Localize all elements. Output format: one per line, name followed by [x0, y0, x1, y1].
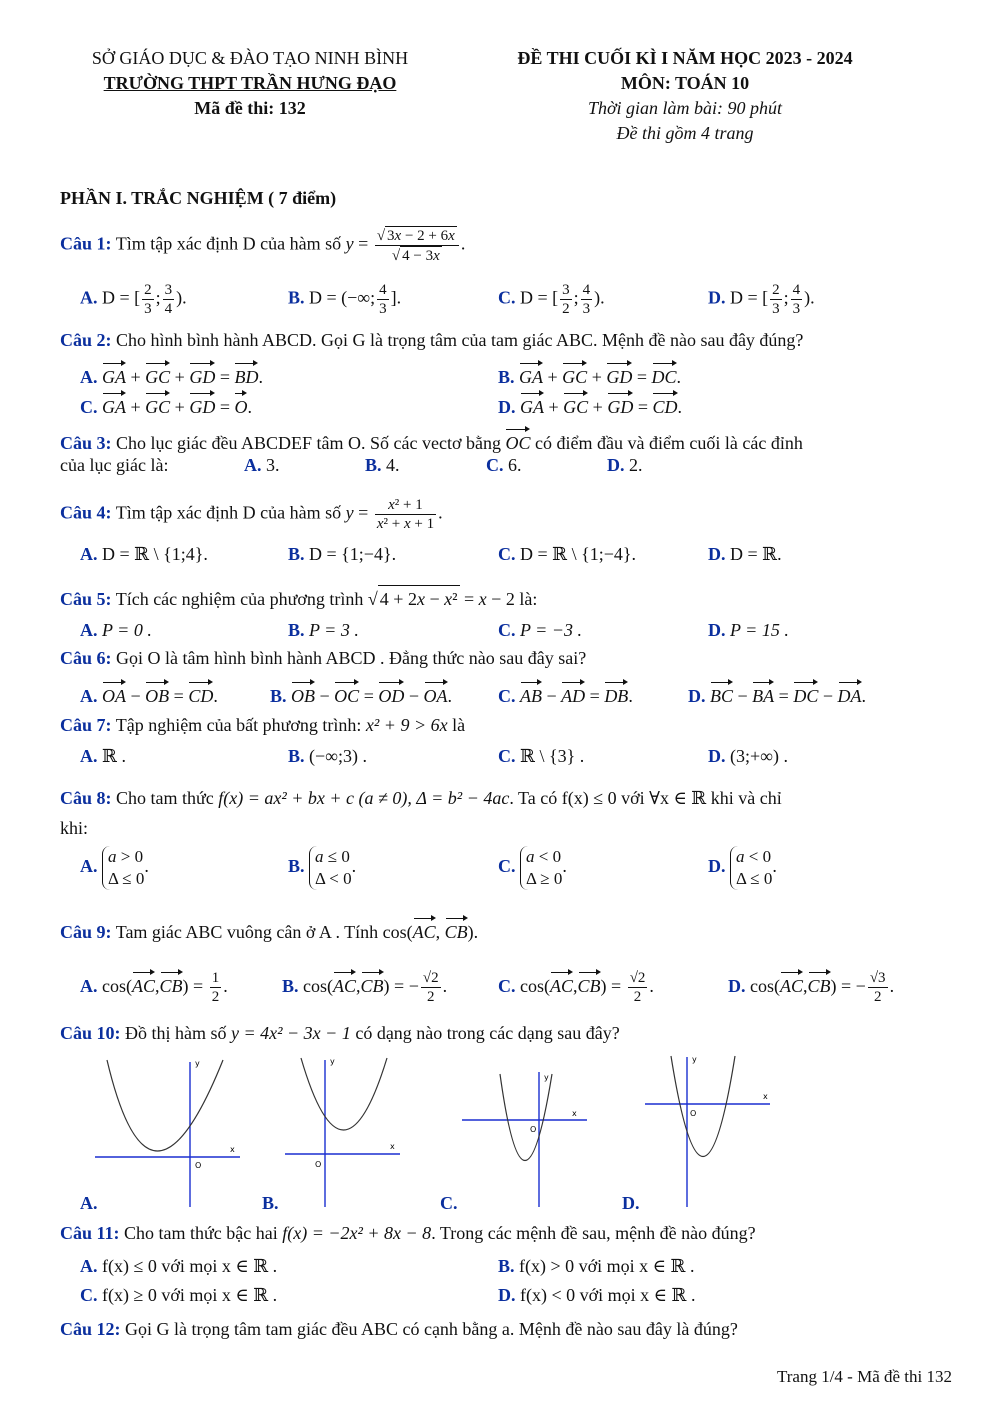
q7-option-c[interactable]: C. ℝ \ {3} . — [498, 746, 585, 766]
q2-option-b[interactable]: B. GA + GC + GD = DC. — [498, 360, 681, 390]
q11-option-b[interactable]: B. f(x) > 0 với mọi x ∈ ℝ . — [498, 1256, 695, 1276]
q10-graph-a[interactable] — [95, 1052, 245, 1212]
q3-option-d[interactable]: D. 2. — [607, 455, 643, 475]
page-count: Đề thi gồm 4 trang — [616, 123, 754, 143]
q2-option-a[interactable]: A. GA + GC + GD = BD. — [80, 360, 263, 390]
q7-option-a[interactable]: A. ℝ . — [80, 746, 126, 766]
question-label: Câu 1: — [60, 233, 112, 254]
question-text: Tìm tập xác định D của hàm số — [115, 233, 342, 254]
q11-option-c[interactable]: C. f(x) ≥ 0 với mọi x ∈ ℝ . — [80, 1285, 278, 1305]
department: SỞ GIÁO DỤC & ĐÀO TẠO NINH BÌNH — [91, 48, 409, 68]
question-2: Câu 2: Cho hình bình hành ABCD. Gọi G là trọng tâm của tam giác ABC. Mệnh đề nào sau đây đúng? — [60, 330, 804, 350]
q1-option-b[interactable]: B. D = (−∞; $\frac{4}{3}$ ]. — [288, 282, 402, 317]
q6-option-b[interactable]: B. OB − OC = OD − OA. — [270, 679, 452, 709]
question-10: Câu 10: Đồ thị hàm số y = 4x² − 3x − 1 có dạng nào trong các dạng sau đây? — [60, 1023, 620, 1043]
question-11: Câu 11: Cho tam thức bậc hai f(x) = −2x² + 8x − 8. Trong các mệnh đề sau, mệnh đề nào đúng? — [60, 1223, 756, 1243]
q8-option-b[interactable]: B. a ≤ 0 Δ < 0. — [288, 847, 357, 888]
q9-option-a[interactable]: A. cos(AC,CB) = $\frac{1}{2}$ . — [80, 970, 228, 1006]
q10-graph-b[interactable] — [285, 1052, 405, 1212]
subject: MÔN: TOÁN 10 — [620, 73, 750, 93]
parabola — [500, 1074, 552, 1161]
parabola — [301, 1058, 387, 1130]
school-name: TRƯỜNG THPT TRẦN HƯNG ĐẠO — [103, 73, 397, 93]
q6-option-d[interactable]: D. BC − BA = DC − DA. — [688, 679, 866, 709]
q1-option-d[interactable]: D. D = [ $\frac{2}{3}$ ; $\frac{4}{3}$ ). — [708, 282, 815, 317]
parabola — [671, 1056, 735, 1157]
q2-option-c[interactable]: C. GA + GC + GD = O. — [80, 390, 252, 420]
q5-option-c[interactable]: C. P = −3 . — [498, 620, 582, 640]
q11-option-a[interactable]: A. f(x) ≤ 0 với mọi x ∈ ℝ . — [80, 1256, 278, 1276]
svg-text:x: x — [763, 1092, 768, 1101]
question-9: Câu 9: Tam giác ABC vuông cân ở A . Tính cos(AC, CB). — [60, 915, 940, 945]
question-5: Câu 5: Tích các nghiệm của phương trình √ 4 + 2x − x² = x − 2 là: — [60, 585, 940, 612]
svg-text:y: y — [692, 1055, 697, 1064]
svg-text:O: O — [195, 1161, 202, 1170]
q3-option-b[interactable]: B. 4. — [365, 455, 400, 475]
q8-option-c[interactable]: C. a < 0 Δ ≥ 0. — [498, 847, 567, 888]
question-6: Câu 6: Gọi O là tâm hình bình hành ABCD . Đẳng thức nào sau đây sai? — [60, 648, 587, 668]
q10-label-a[interactable]: A. — [80, 1193, 98, 1213]
svg-text:O: O — [315, 1160, 322, 1169]
q6-option-c[interactable]: C. AB − AD = DB. — [498, 679, 633, 709]
svg-text:x: x — [230, 1145, 235, 1154]
q5-option-d[interactable]: D. P = 15 . — [708, 620, 789, 640]
duration: Thời gian làm bài: 90 phút — [587, 98, 783, 118]
svg-text:y: y — [330, 1057, 335, 1066]
question-1: Câu 1: Tìm tập xác định D của hàm số y = $\frac{√ 3x - 2 + 6x}{√ 4 - 3x}$ . — [60, 228, 466, 264]
question-8: Câu 8: Cho tam thức f(x) = ax² + bx + c (a ≠ 0), Δ = b² − 4ac. Ta có f(x) ≤ 0 với ∀x ∈ ℝ khi và chỉ — [60, 788, 782, 808]
q9-option-d[interactable]: D. cos(AC,CB) = − $\frac{√3}{2}$ . — [728, 970, 895, 1006]
q10-label-c[interactable]: C. — [440, 1193, 458, 1213]
q10-graph-d[interactable] — [645, 1052, 775, 1212]
question-3-cont: của lục giác là: — [60, 455, 169, 475]
q4-option-b[interactable]: B. D = {1;−4}. — [288, 544, 397, 564]
q7-option-d[interactable]: D. (3;+∞) . — [708, 746, 788, 766]
exam-code: Mã đề thi: 132 — [194, 98, 306, 118]
header-left — [60, 46, 440, 121]
q5-option-a[interactable]: A. P = 0 . — [80, 620, 152, 640]
section-title: PHẦN I. TRẮC NGHIỆM ( 7 điểm) — [60, 188, 337, 208]
q9-option-c[interactable]: C. cos(AC,CB) = $\frac{√2}{2}$ . — [498, 970, 654, 1006]
svg-text:O: O — [690, 1109, 697, 1118]
q1-option-a[interactable]: A. D = [ $\frac{2}{3}$ ; $\frac{3}{4}$ ). — [80, 282, 187, 317]
q11-option-d[interactable]: D. f(x) < 0 với mọi x ∈ ℝ . — [498, 1285, 696, 1305]
question-7: Câu 7: Tập nghiệm của bất phương trình: x² + 9 > 6x là — [60, 715, 466, 735]
q8-option-d[interactable]: D. a < 0 Δ ≤ 0. — [708, 847, 777, 888]
q10-graph-c[interactable] — [462, 1052, 592, 1212]
q3-option-a[interactable]: A. 3. — [244, 455, 280, 475]
q8-option-a[interactable]: A. a > 0 Δ ≤ 0. — [80, 847, 149, 888]
q4-option-d[interactable]: D. D = ℝ. — [708, 544, 782, 564]
q4-option-a[interactable]: A. D = ℝ \ {1;4}. — [80, 544, 208, 564]
parabola — [107, 1060, 223, 1151]
q1-option-c[interactable]: C. D = [ $\frac{3}{2}$ ; $\frac{4}{3}$ ). — [498, 282, 605, 317]
question-4: Câu 4: Tìm tập xác định D của hàm số y = $\frac{\text{x² + 1}}{\text{x² + x + 1}}$ . — [60, 497, 443, 532]
exam-title: ĐỀ THI CUỐI KÌ I NĂM HỌC 2023 - 2024 — [517, 48, 853, 68]
q10-label-b[interactable]: B. — [262, 1193, 279, 1213]
svg-text:O: O — [530, 1125, 537, 1134]
q6-option-a[interactable]: A. OA − OB = CD. — [80, 679, 218, 709]
question-12: Câu 12: Gọi G là trọng tâm tam giác đều ABC có cạnh bằng a. Mệnh đề nào sau đây là đúng? — [60, 1319, 738, 1339]
svg-text:x: x — [572, 1109, 577, 1118]
question-3: Câu 3: Cho lục giác đều ABCDEF tâm O. Số các vectơ bằng OC có điểm đầu và điểm cuối là các đỉnh — [60, 426, 940, 456]
page-footer: Trang 1/4 - Mã đề thi 132 — [776, 1367, 952, 1386]
svg-text:x: x — [390, 1142, 395, 1151]
svg-text:y: y — [195, 1059, 200, 1068]
q3-option-c[interactable]: C. 6. — [486, 455, 522, 475]
question-8-cont: khi: — [60, 818, 89, 838]
q2-option-d[interactable]: D. GA + GC + GD = CD. — [498, 390, 682, 420]
q4-option-c[interactable]: C. D = ℝ \ {1;−4}. — [498, 544, 637, 564]
q9-option-b[interactable]: B. cos(AC,CB) = − $\frac{√2}{2}$ . — [282, 970, 448, 1006]
q10-label-d[interactable]: D. — [622, 1193, 640, 1213]
q5-option-b[interactable]: B. P = 3 . — [288, 620, 359, 640]
header-right — [480, 46, 890, 146]
q7-option-b[interactable]: B. (−∞;3) . — [288, 746, 367, 766]
svg-text:y: y — [544, 1073, 549, 1082]
